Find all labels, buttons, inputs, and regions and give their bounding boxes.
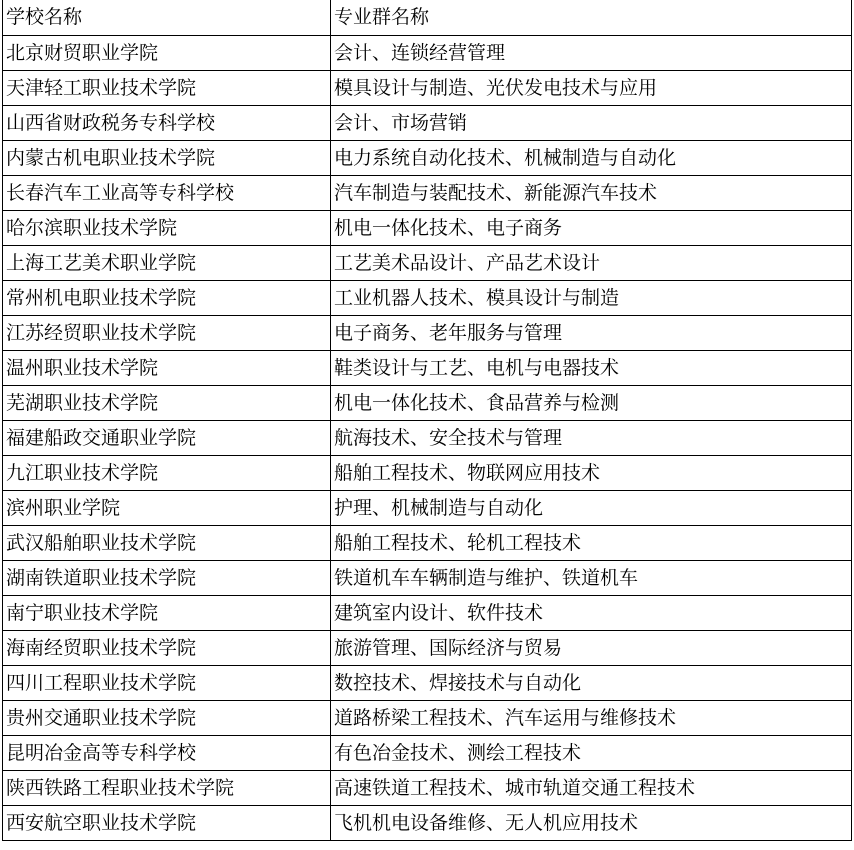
school-name-cell: 陕西铁路工程职业技术学院 xyxy=(3,770,331,805)
table-row xyxy=(3,210,852,245)
program-group-cell: 船舶工程技术、轮机工程技术 xyxy=(331,525,852,560)
program-group-cell: 电子商务、老年服务与管理 xyxy=(331,315,852,350)
school-name-cell: 滨州职业学院 xyxy=(3,490,331,525)
program-group-cell: 道路桥梁工程技术、汽车运用与维修技术 xyxy=(331,700,852,735)
program-group-cell: 会计、市场营销 xyxy=(331,105,852,140)
table-row xyxy=(3,280,852,315)
school-name-cell: 内蒙古机电职业技术学院 xyxy=(3,140,331,175)
table-row xyxy=(3,525,852,560)
program-group-cell: 护理、机械制造与自动化 xyxy=(331,490,852,525)
table-row xyxy=(3,595,852,630)
program-group-cell: 有色冶金技术、测绘工程技术 xyxy=(331,735,852,770)
table-row xyxy=(3,385,852,420)
program-group-cell: 机电一体化技术、食品营养与检测 xyxy=(331,385,852,420)
school-name-cell: 江苏经贸职业技术学院 xyxy=(3,315,331,350)
table-row xyxy=(3,805,852,840)
school-name-cell: 天津轻工职业技术学院 xyxy=(3,70,331,105)
program-group-cell: 鞋类设计与工艺、电机与电器技术 xyxy=(331,350,852,385)
table-body xyxy=(3,35,852,840)
table-row xyxy=(3,70,852,105)
school-name-cell: 福建船政交通职业学院 xyxy=(3,420,331,455)
table-header-row xyxy=(3,0,852,35)
school-name-cell: 西安航空职业技术学院 xyxy=(3,805,331,840)
school-name-cell: 长春汽车工业高等专科学校 xyxy=(3,175,331,210)
table-row xyxy=(3,420,852,455)
school-name-cell: 北京财贸职业学院 xyxy=(3,35,331,70)
table-row xyxy=(3,665,852,700)
school-name-cell: 湖南铁道职业技术学院 xyxy=(3,560,331,595)
table-row xyxy=(3,490,852,525)
school-name-cell: 上海工艺美术职业学院 xyxy=(3,245,331,280)
program-group-cell: 铁道机车车辆制造与维护、铁道机车 xyxy=(331,560,852,595)
table-row xyxy=(3,770,852,805)
program-group-cell: 工业机器人技术、模具设计与制造 xyxy=(331,280,852,315)
column-header-program-group: 专业群名称 xyxy=(331,0,852,35)
program-group-cell: 航海技术、安全技术与管理 xyxy=(331,420,852,455)
program-group-cell: 电力系统自动化技术、机械制造与自动化 xyxy=(331,140,852,175)
program-group-cell: 高速铁道工程技术、城市轨道交通工程技术 xyxy=(331,770,852,805)
program-group-cell: 数控技术、焊接技术与自动化 xyxy=(331,665,852,700)
school-name-cell: 山西省财政税务专科学校 xyxy=(3,105,331,140)
table-row xyxy=(3,700,852,735)
school-name-cell: 武汉船舶职业技术学院 xyxy=(3,525,331,560)
school-name-cell: 芜湖职业技术学院 xyxy=(3,385,331,420)
program-group-cell: 汽车制造与装配技术、新能源汽车技术 xyxy=(331,175,852,210)
program-group-cell: 船舶工程技术、物联网应用技术 xyxy=(331,455,852,490)
column-header-school: 学校名称 xyxy=(3,0,331,35)
program-group-cell: 机电一体化技术、电子商务 xyxy=(331,210,852,245)
table-row xyxy=(3,455,852,490)
school-name-cell: 南宁职业技术学院 xyxy=(3,595,331,630)
school-name-cell: 海南经贸职业技术学院 xyxy=(3,630,331,665)
table-row xyxy=(3,560,852,595)
table-row xyxy=(3,350,852,385)
program-group-cell: 会计、连锁经营管理 xyxy=(331,35,852,70)
table-row xyxy=(3,245,852,280)
table-row xyxy=(3,140,852,175)
school-program-table xyxy=(2,0,852,841)
table-row xyxy=(3,35,852,70)
table-row xyxy=(3,630,852,665)
program-group-cell: 工艺美术品设计、产品艺术设计 xyxy=(331,245,852,280)
program-group-cell: 模具设计与制造、光伏发电技术与应用 xyxy=(331,70,852,105)
table-row xyxy=(3,175,852,210)
table-row xyxy=(3,105,852,140)
school-name-cell: 四川工程职业技术学院 xyxy=(3,665,331,700)
school-name-cell: 昆明冶金高等专科学校 xyxy=(3,735,331,770)
school-name-cell: 常州机电职业技术学院 xyxy=(3,280,331,315)
school-name-cell: 温州职业技术学院 xyxy=(3,350,331,385)
table-row xyxy=(3,735,852,770)
school-name-cell: 贵州交通职业技术学院 xyxy=(3,700,331,735)
table-row xyxy=(3,315,852,350)
program-group-cell: 建筑室内设计、软件技术 xyxy=(331,595,852,630)
program-group-cell: 飞机机电设备维修、无人机应用技术 xyxy=(331,805,852,840)
school-name-cell: 九江职业技术学院 xyxy=(3,455,331,490)
school-name-cell: 哈尔滨职业技术学院 xyxy=(3,210,331,245)
program-group-cell: 旅游管理、国际经济与贸易 xyxy=(331,630,852,665)
